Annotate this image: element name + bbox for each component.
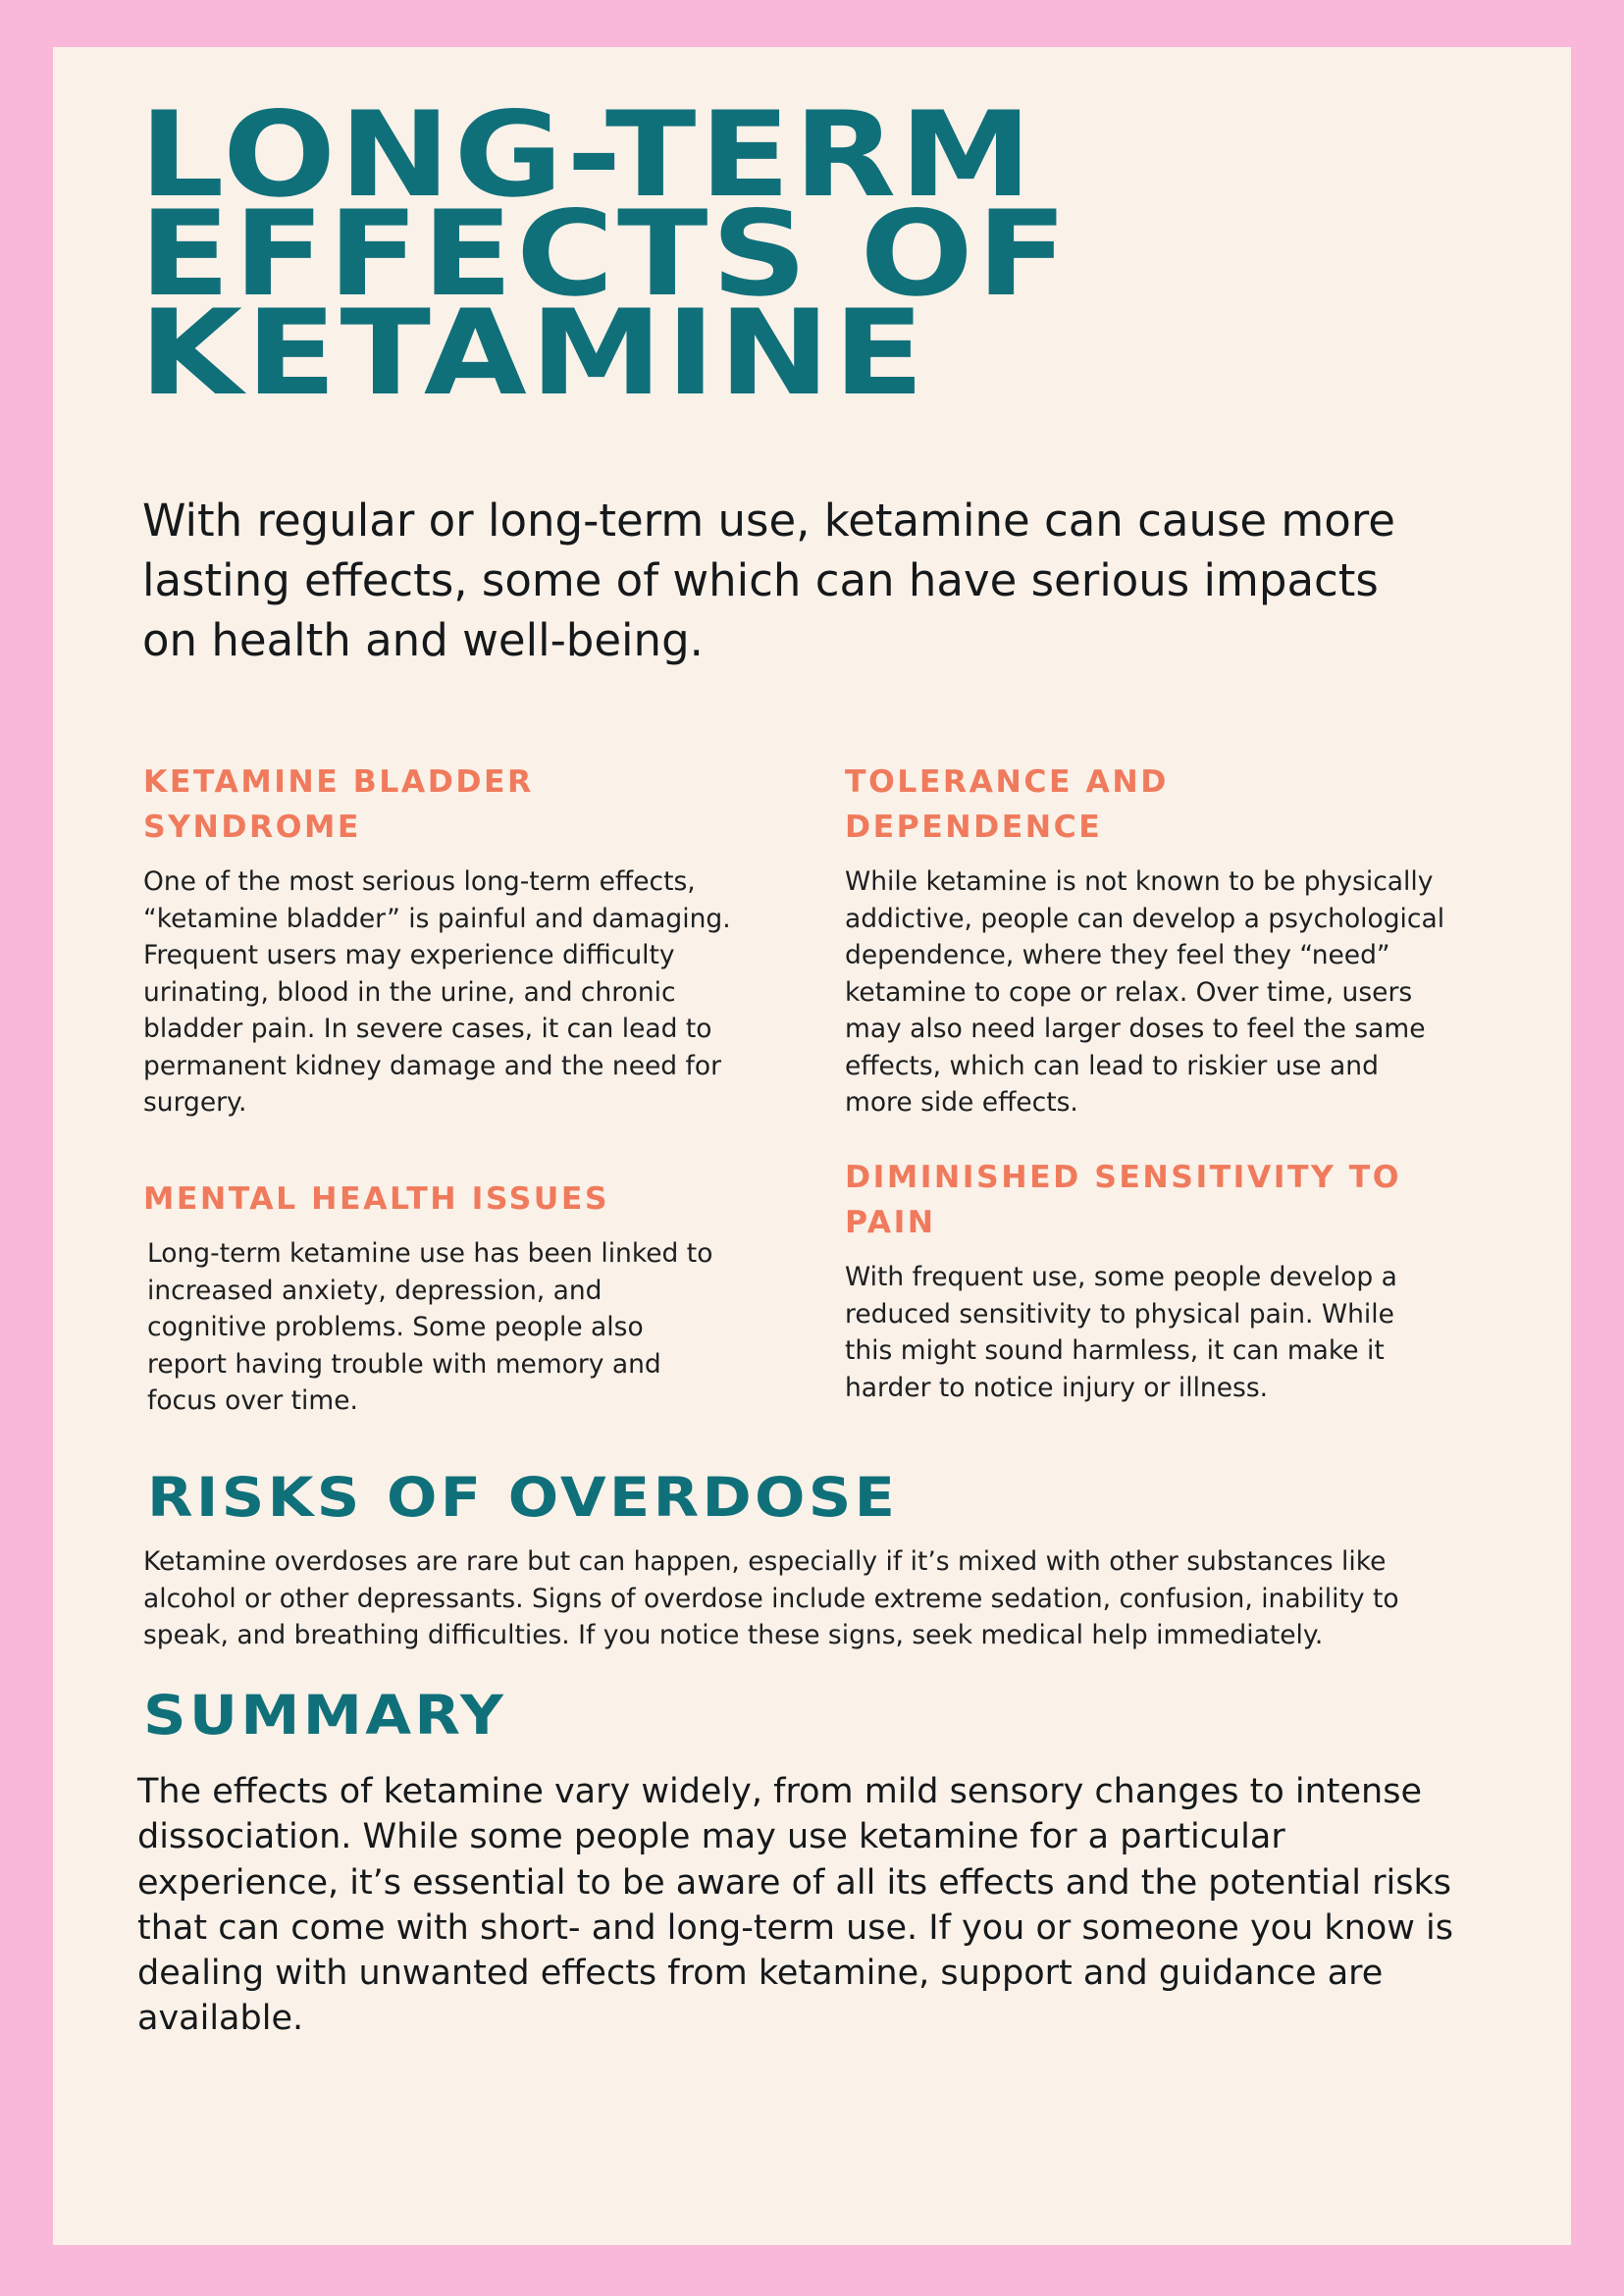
- page-title: [139, 87, 1072, 422]
- pain-heading: DIMINISHED SENSITIVITY TO PAIN: [845, 1160, 1402, 1240]
- summary-heading: SUMMARY: [143, 1684, 507, 1747]
- summary-text: The effects of ketamine vary widely, from mild sensory changes to intense dissociation. While some people may use ketamine for a particular experience, it’s essential to be aware of all its effects and the potential risks that can come with short- and long-term use. If you or someone you know is dealing with unwanted effects from ketamine, support and guidance are available.: [137, 1772, 1453, 2039]
- section-mental-health: [143, 1176, 722, 1420]
- mental-health-heading: MENTAL HEALTH ISSUES: [143, 1181, 610, 1217]
- intro-paragraph: With regular or long-term use, ketamine can cause more lasting effects, some of which can have serious impacts on health and well-being.: [142, 495, 1395, 666]
- section-tolerance: [845, 759, 1448, 1122]
- title-line-2: EFFECTS OF: [139, 186, 1072, 323]
- section-pain: [845, 1155, 1448, 1406]
- overdose-text: Ketamine overdoses are rare but can happen, especially if it’s mixed with other substances like alcohol or other depressants. Signs of overdose include extreme sedation, confusion, inability to speak, and breathing difficulties. If you notice these signs, seek medical help immediately.: [143, 1546, 1399, 1650]
- section-bladder: [143, 759, 732, 1122]
- tolerance-heading: TOLERANCE AND DEPENDENCE: [845, 764, 1169, 845]
- title-line-1: LONG-TERM: [139, 87, 1035, 224]
- bladder-text: One of the most serious long-term effects, “ketamine bladder” is painful and damaging. Frequent users may experience difficulty urinating, blood in the urine, and chronic bladder pain. In severe cases, it can lead to permanent kidney damage and the need for surgery.: [143, 866, 731, 1118]
- pain-text: With frequent use, some people develop a reduced sensitivity to physical pain. While this might sound harmless, it can make it harder to notice injury or illness.: [845, 1262, 1397, 1403]
- mental-health-text: Long-term ketamine use has been linked to increased anxiety, depression, and cognitive problems. Some people also report having trouble with memory and focus over time.: [147, 1238, 713, 1416]
- overdose-heading: RISKS OF OVERDOSE: [147, 1466, 899, 1529]
- tolerance-text: While ketamine is not known to be physically addictive, people can develop a psychological dependence, where they feel they “need” ketamine to cope or relax. Over time, users may also need larger doses to feel the same effects, which can lead to riskier use and more side effects.: [845, 866, 1445, 1118]
- bladder-heading: KETAMINE BLADDER SYNDROME: [143, 764, 534, 845]
- title-line-3: KETAMINE: [139, 286, 928, 422]
